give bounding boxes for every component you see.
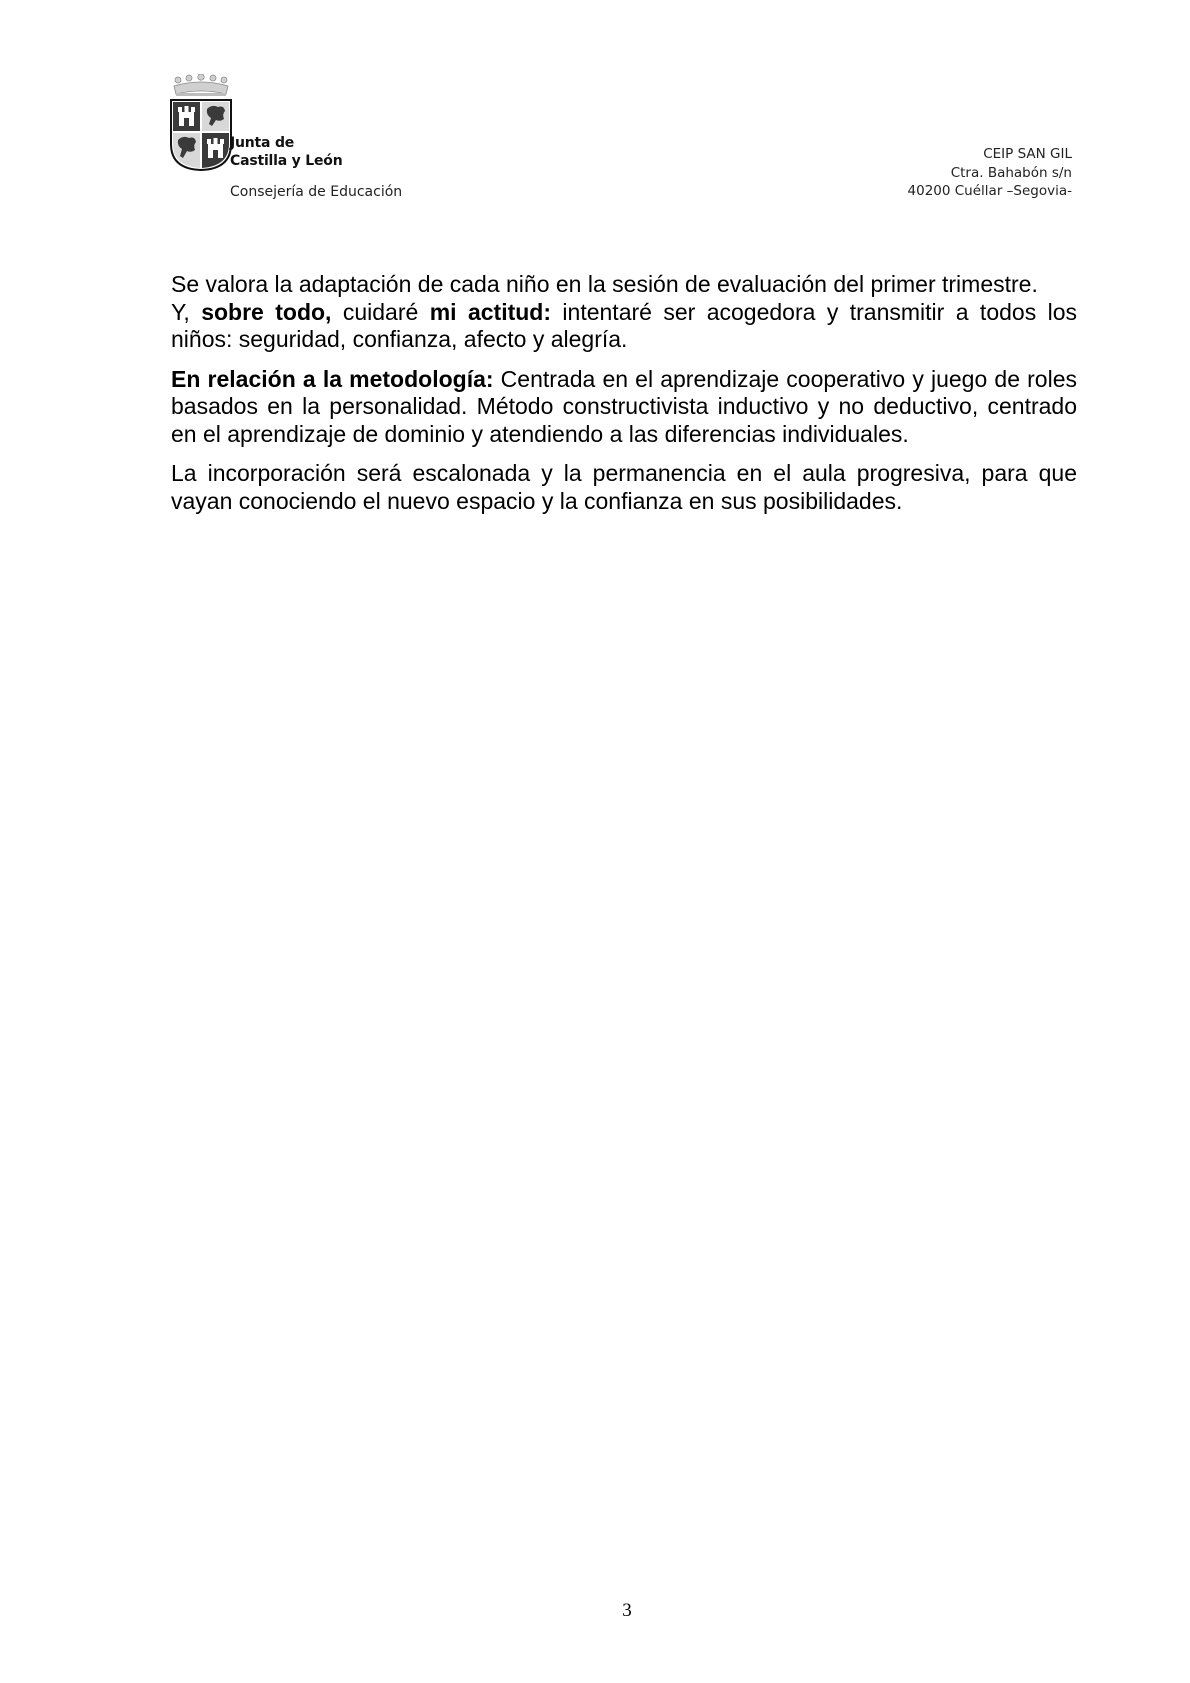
school-name: CEIP SAN GIL [983,146,1072,162]
paragraph-1 [171,299,1077,354]
paragraph-text: cuidaré [331,298,430,325]
paragraph-1-line-1 [171,271,1077,299]
paragraph-text: Centrada en el aprendizaje cooperativo y juego de roles basados en la personalidad. Método constructivista inductivo y no deductivo, centrado en el aprendizaje de dominio y atendiendo a las diferencias individuales. [171,365,1077,447]
bold-phrase: En relación a la metodología: [171,365,494,392]
organization-name [230,134,342,170]
school-street: Ctra. Bahabón s/n [950,164,1072,181]
paragraph-text: Y, [171,298,202,325]
paragraph-3 [171,460,1077,515]
paragraph-2 [171,366,1077,449]
paragraph-text: Se valora la adaptación de cada niño en la sesión de evaluación del primer trimestre. [171,271,1038,297]
school-address-block [908,145,1072,201]
document-body [171,271,1077,527]
coat-of-arms-icon [170,74,236,174]
department-name: Consejería de Educación [230,184,403,200]
school-city: 40200 Cuéllar –Segovia- [907,183,1072,199]
paragraph-text: intentaré ser acogedora y transmitir a todos los niños: seguridad, confianza, afecto y alegría. [171,298,1078,352]
bold-phrase: sobre todo, [201,298,332,325]
org-name-line2: Castilla y León [230,153,343,169]
paragraph-text: La incorporación será escalonada y la permanencia en el aula progresiva, para que vayan conociendo el nuevo espacio y la confianza en sus posibilidades. [171,460,1077,514]
org-name-line1: Junta de [230,135,295,151]
bold-phrase: mi actitud: [429,298,552,325]
page-number: 3 [622,1600,632,1621]
